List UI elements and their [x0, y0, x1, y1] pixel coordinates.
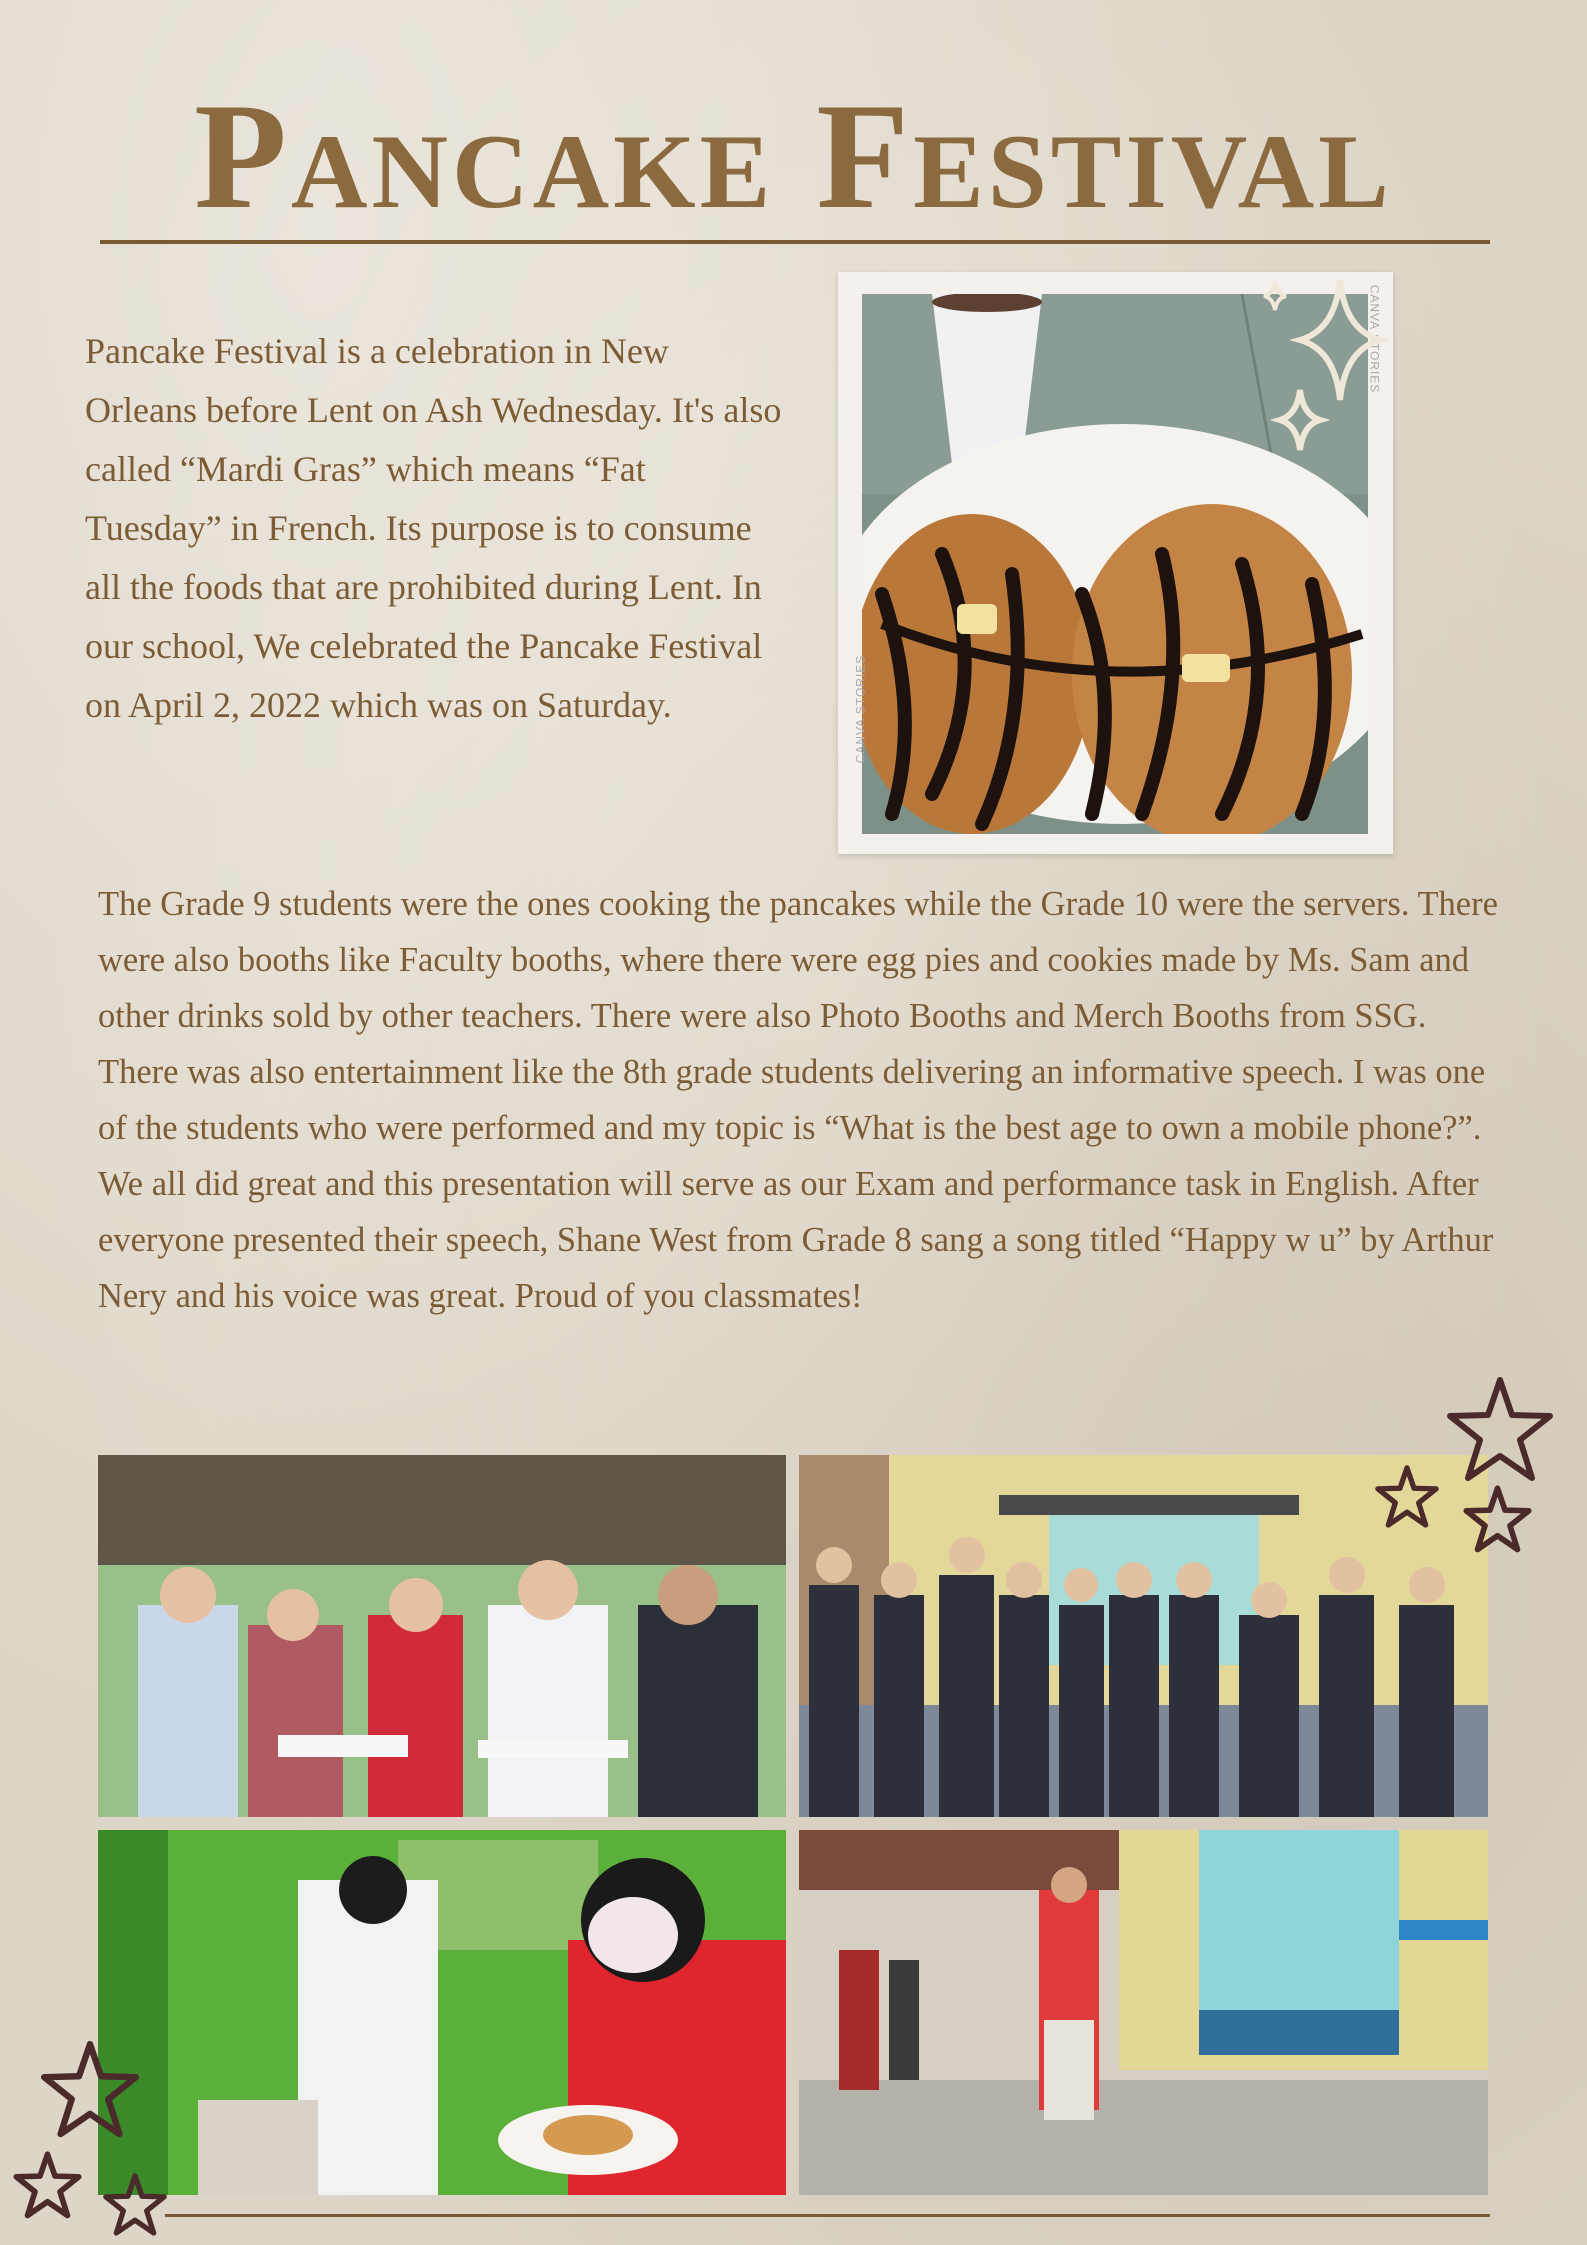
star-outline-icon	[1460, 1482, 1535, 1557]
collage-photo-cooking	[98, 1830, 786, 2195]
collage-photo-singer	[799, 1830, 1488, 2195]
sparkle-icon	[1250, 270, 1400, 470]
polaroid-caption-right: CANVA STORIES	[1367, 284, 1382, 394]
intro-paragraph: Pancake Festival is a celebration in New Orleans before Lent on Ash Wednesday. It's also called “Mardi Gras” which means “Fat Tuesday” in French. Its purpose is to consume all the foods that are prohibited during Lent. In our school, We celebrated the Pancake Festival on April 2, 2022 which was on Saturday.	[85, 331, 782, 725]
star-outline-icon	[10, 2148, 85, 2223]
star-outline-icon	[1440, 1370, 1560, 1490]
star-outline-icon	[1372, 1462, 1442, 1532]
polaroid-caption-left: CANVA STORIES	[853, 654, 868, 764]
collage-photo-servers	[98, 1455, 786, 1817]
title-rule	[100, 240, 1490, 244]
star-outline-icon	[35, 2035, 145, 2145]
footer-rule	[165, 2214, 1490, 2217]
star-outline-icon	[100, 2170, 170, 2240]
body-paragraph: The Grade 9 students were the ones cooking the pancakes while the Grade 10 were the servers. There were also booths like Faculty booths, where there were egg pies and cookies made by Ms. Sam and other drinks sold by other teachers. There were also Photo Booths and Merch Booths from SSG. There was also entertainment like the 8th grade students delivering an informative speech. I was one of the students who were performed and my topic is “What is the best age to own a mobile phone?”. We all did great and this presentation will serve as our Exam and performance task in English. After everyone presented their speech, Shane West from Grade 8 sang a song titled “Happy w u” by Arthur Nery and his voice was great. Proud of you classmates!	[98, 885, 1498, 1315]
page-title: Pancake Festival	[194, 72, 1393, 240]
photo-collage	[98, 1455, 1488, 2195]
